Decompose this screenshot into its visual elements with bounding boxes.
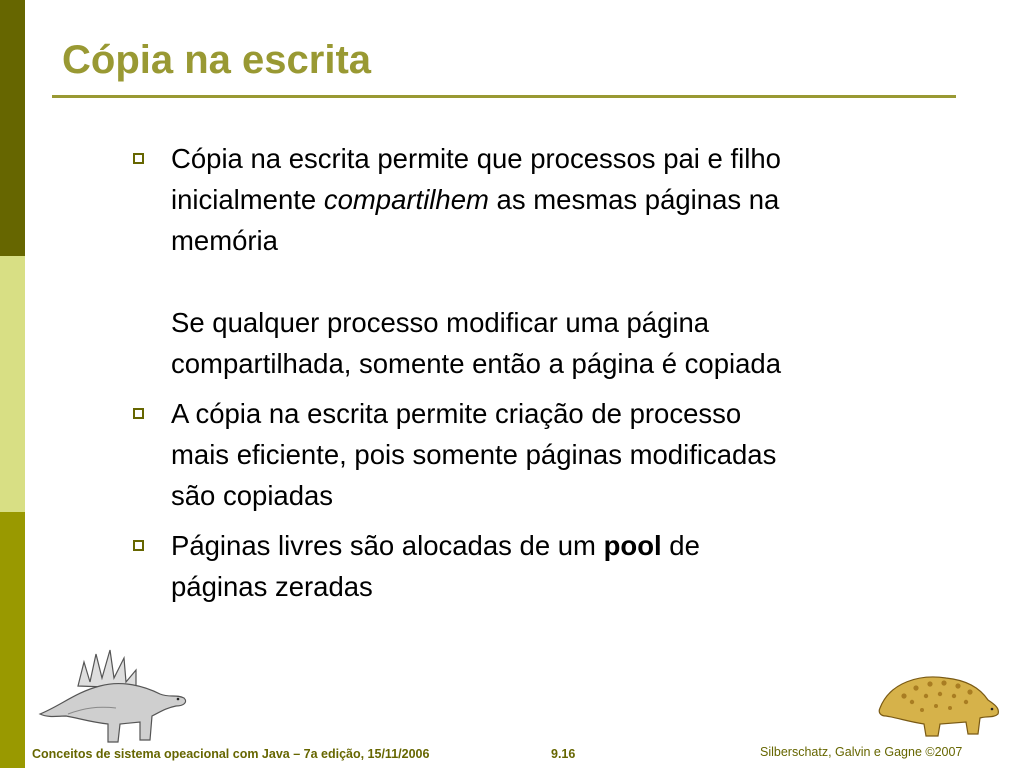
bullet-text: inicialmente compartilhem as mesmas páginas na — [171, 184, 780, 215]
sidebar-segment-mid — [0, 512, 25, 768]
footer-copyright: Silberschatz, Galvin e Gagne ©2007 — [760, 745, 963, 759]
bullet-item — [130, 138, 950, 384]
square-bullet-icon — [133, 540, 144, 551]
ankylosaurus-icon — [876, 668, 1001, 740]
stegosaurus-icon — [38, 648, 188, 748]
bullet-text: memória — [171, 225, 278, 256]
bullet-text: Páginas livres são alocadas de um pool de — [171, 530, 700, 561]
footer-book-info: Conceitos de sistema opeacional com Java – 7a edição, 15/11/2006 — [32, 747, 430, 761]
bullet-text: Se qualquer processo modificar uma página — [171, 307, 710, 338]
bullet-text: são copiadas — [171, 480, 334, 511]
bullet-item — [130, 525, 950, 607]
sidebar-strip — [0, 0, 25, 768]
sidebar-segment-light — [0, 256, 25, 512]
square-bullet-icon — [133, 153, 144, 164]
square-bullet-icon — [133, 408, 144, 419]
bullet-item — [130, 393, 950, 516]
bullet-text: Cópia na escrita permite que processos pai e filho — [171, 143, 781, 174]
bullet-text: mais eficiente, pois somente páginas modificadas — [171, 439, 777, 470]
emphasis-text: compartilhem — [323, 184, 489, 215]
slide-title: Cópia na escrita — [62, 38, 372, 82]
title-divider — [52, 95, 956, 98]
bold-text: pool — [603, 530, 662, 561]
footer-page-number: 9.16 — [551, 747, 576, 761]
bullet-text: páginas zeradas — [171, 571, 373, 602]
bullet-text: compartilhada, somente então a página é copiada — [171, 348, 782, 379]
sidebar-segment-dark — [0, 0, 25, 256]
bullet-list — [130, 138, 950, 607]
bullet-text: A cópia na escrita permite criação de processo — [171, 398, 742, 429]
